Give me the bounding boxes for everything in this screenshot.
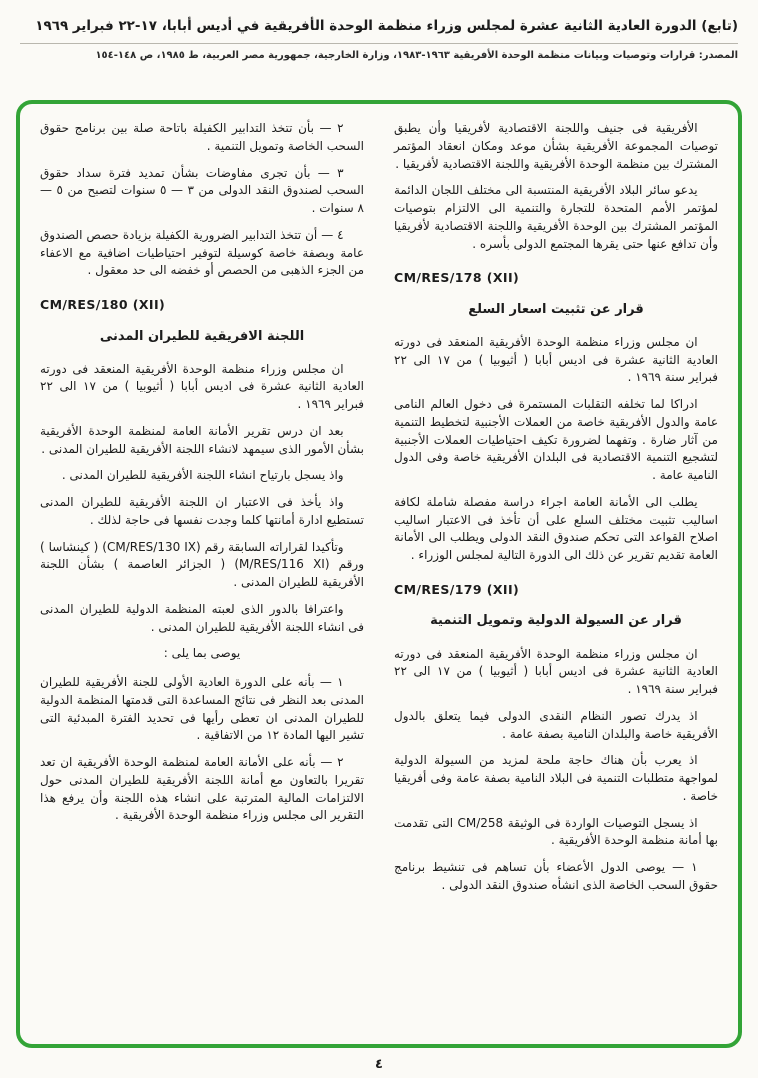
column-left bbox=[40, 120, 364, 1034]
paragraph: اذ يدرك تصور النظام النقدى الدولى فيما يتعلق بالدول الأفريقية خاصة والبلدان النامية بصفة عامة . bbox=[394, 708, 718, 741]
resolution-ref: CM/RES/179 (XII) bbox=[394, 581, 520, 597]
paragraph: اذ يسجل التوصيات الواردة فى الوثيقة CM/258 التى تقدمت بها أمانة منظمة الوحدة الأفريقية . bbox=[394, 815, 718, 848]
paragraph: اذ يعرب بأن هناك حاجة ملحة لمزيد من السيولة الدولية لمواجهة متطلبات التنمية فى البلاد النامية بصفة عامة وفى أفريقيا خاصة . bbox=[394, 753, 718, 803]
resolution-ref: CM/RES/178 (XII) bbox=[394, 270, 520, 286]
paragraph: يدعو سائر البلاد الأفريقية المنتسبة الى مختلف اللجان الدائمة لمؤتمر الأمم المتحدة للتجارة والتنمية الى الالتزام بتوصيات المؤتمر المشترك بين الوحدة الأفريقية واللجنة الاقتصادية لأفريقيا وأن تدافع عنها حتى يقرها المجتمع الدولى بأسره . bbox=[394, 183, 718, 251]
paragraph: واذ يسجل بارتياح انشاء اللجنة الأفريقية للطيران المدنى . bbox=[61, 468, 344, 483]
content-border-box bbox=[16, 100, 742, 1048]
paragraph: ان مجلس وزراء منظمة الوحدة الأفريقية المنعقد فى دورته العادية الثانية عشرة فى اديس أبابا ( أثيوبيا ) من ١٧ الى ٢٢ فبراير سنة ١٩٦٩ . bbox=[394, 646, 718, 697]
page-footer bbox=[0, 1053, 758, 1072]
paragraph: واذ يأخذ فى الاعتبار ان اللجنة الأفريقية للطيران المدنى تستطيع ادارة أمانتها كلما وجدت نفسها فى حاجة لذلك . bbox=[40, 495, 364, 527]
paragraph: بعد ان درس تقرير الأمانة العامة لمنظمة الوحدة الأفريقية بشأن الأمور الذى سيمهد لانشاء اللجنة الأفريقية للطيران المدنى . bbox=[40, 423, 364, 456]
paragraph: وتأكيدا لقراراته السابقة رقم (CM/RES/130 IX) ( كينشاسا ) ورقم (M/RES/116 XI) ( الجزائر العاصمة ) بشأن اللجنة الأفريقية للطيران المدنى . bbox=[40, 539, 364, 590]
paragraph: ادراكا لما تخلفه التقلبات المستمرة فى دخول العالم النامى عامة والدول الأفريقية خاصة من العملات الأجنبية لتخطيط التنمية من آثار ضارة . وتفهما لضرورة تكيف احتياطيات العملات الأجنبية لتشجيع التنمية الاقتصادية فى البلدان الأفريقية خاصة وفى الدول النامية عامة . bbox=[394, 397, 718, 483]
page-number: ٤ bbox=[375, 1057, 383, 1072]
paragraph: ٢ — بأن تتخذ التدابير الكفيلة باتاحة صلة بين برنامج حقوق السحب الخاصة وتمويل التنمية . bbox=[40, 121, 364, 153]
paragraph: ان مجلس وزراء منظمة الوحدة الأفريقية المنعقد فى دورته العادية الثانية عشرة فى اديس أبابا ( أثيوبيا ) من ١٧ الى ٢٢ فبراير سنة ١٩٦٩ . bbox=[394, 334, 718, 385]
paragraph: يطلب الى الأمانة العامة اجراء دراسة مفصلة شاملة لكافة اساليب تثبيت مختلف السلع على أن تأخذ فى الاعتبار اساليب اصلاح القواعد التى تحكم صندوق النقد الدولى ويطلب الى الأمانة العامة تقديم تقرير عن ذلك الى الدورة التالية لمجلس الوزراء . bbox=[394, 494, 718, 563]
resolution-title: اللجنة الافريقية للطيران المدنى bbox=[99, 328, 305, 344]
two-column-layout bbox=[40, 120, 718, 1034]
paragraph: واعترافا بالدور الذى لعبته المنظمة الدولية للطيران المدنى فى انشاء اللجنة الأفريقية للطيران المدنى . bbox=[40, 601, 364, 634]
page-header bbox=[20, 16, 738, 61]
column-right bbox=[394, 120, 718, 1034]
subheading: يوصى بما يلى : bbox=[163, 646, 241, 661]
paragraph: ٤ — أن تتخذ التدابير الضرورية الكفيلة بزيادة حصص الصندوق عامة وبصفة خاصة كوسيلة لتوفير احتياطيات اضافية مع الاعفاء من الجزء الذهبى من الحصص أو خفضه الى حد معقول . bbox=[40, 227, 364, 278]
resolution-ref: CM/RES/180 (XII) bbox=[40, 297, 166, 312]
resolution-title: قرار عن تثبيت اسعار السلع bbox=[468, 301, 644, 317]
paragraph: الأفريقية فى جنيف واللجنة الاقتصادية لأفريقيا وأن يطبق توصيات المجموعة الأفريقية بشأن موعد ومكان انعقاد المؤتمر المشترك بين منظمة الوحدة الأفريقية واللجنة الاقتصادية لأفريقيا . bbox=[394, 121, 718, 171]
paragraph: ١ — يوصى الدول الأعضاء بأن تساهم فى تنشيط برنامج حقوق السحب الخاصة الذى انشأه صندوق النقد الدولى . bbox=[394, 860, 718, 892]
paragraph: ١ — بأنه على الدورة العادية الأولى للجنة الأفريقية للطيران المدنى بعد النظر فى نتائج المساعدة التى قدمتها المنظمة الدولية للطيران المدنى ان تعطى رأيها فى تحديد الفترة المبدئية التى تشير اليها المادة ١٢ من الاتفاقية . bbox=[40, 675, 364, 743]
resolution-title: قرار عن السيولة الدولية وتمويل التنمية bbox=[430, 613, 682, 629]
header-title: (تابع) الدورة العادية الثانية عشرة لمجلس وزراء منظمة الوحدة الأفريقية في أديس أبابا، ١٧-٢٢ فبراير ١٩٦٩ bbox=[35, 18, 738, 34]
paragraph: ان مجلس وزراء منظمة الوحدة الأفريقية المنعقد فى دورته العادية الثانية عشرة فى اديس أبابا ( أثيوبيا ) من ١٧ الى ٢٢ فبراير ١٩٦٩ . bbox=[40, 361, 364, 412]
paragraph: ٢ — بأنه على الأمانة العامة لمنظمة الوحدة الأفريقية ان تعد تقريرا بالتعاون مع أمانة اللجنة الأفريقية للطيران المدنى حول الالتزامات المالية المترتبة على انشاء هذه اللجنة وأن يرفع هذا التقرير الى مجلس وزراء منظمة الوحدة الأفريقية . bbox=[40, 755, 364, 823]
header-source-line: المصدر: قرارات وتوصيات وبيانات منظمة الوحدة الأفريقية ١٩٦٣-١٩٨٣، وزارة الخارجية، جمهورية مصر العربية، ط ١٩٨٥، ص ١٤٨-١٥٤ bbox=[20, 43, 738, 61]
paragraph: ٣ — بأن تجرى مفاوضات بشأن تمديد فترة سداد حقوق السحب لصندوق النقد الدولى من ٣ — ٥ سنوات لتصبح من ٥ — ٨ سنوات . bbox=[40, 165, 364, 215]
